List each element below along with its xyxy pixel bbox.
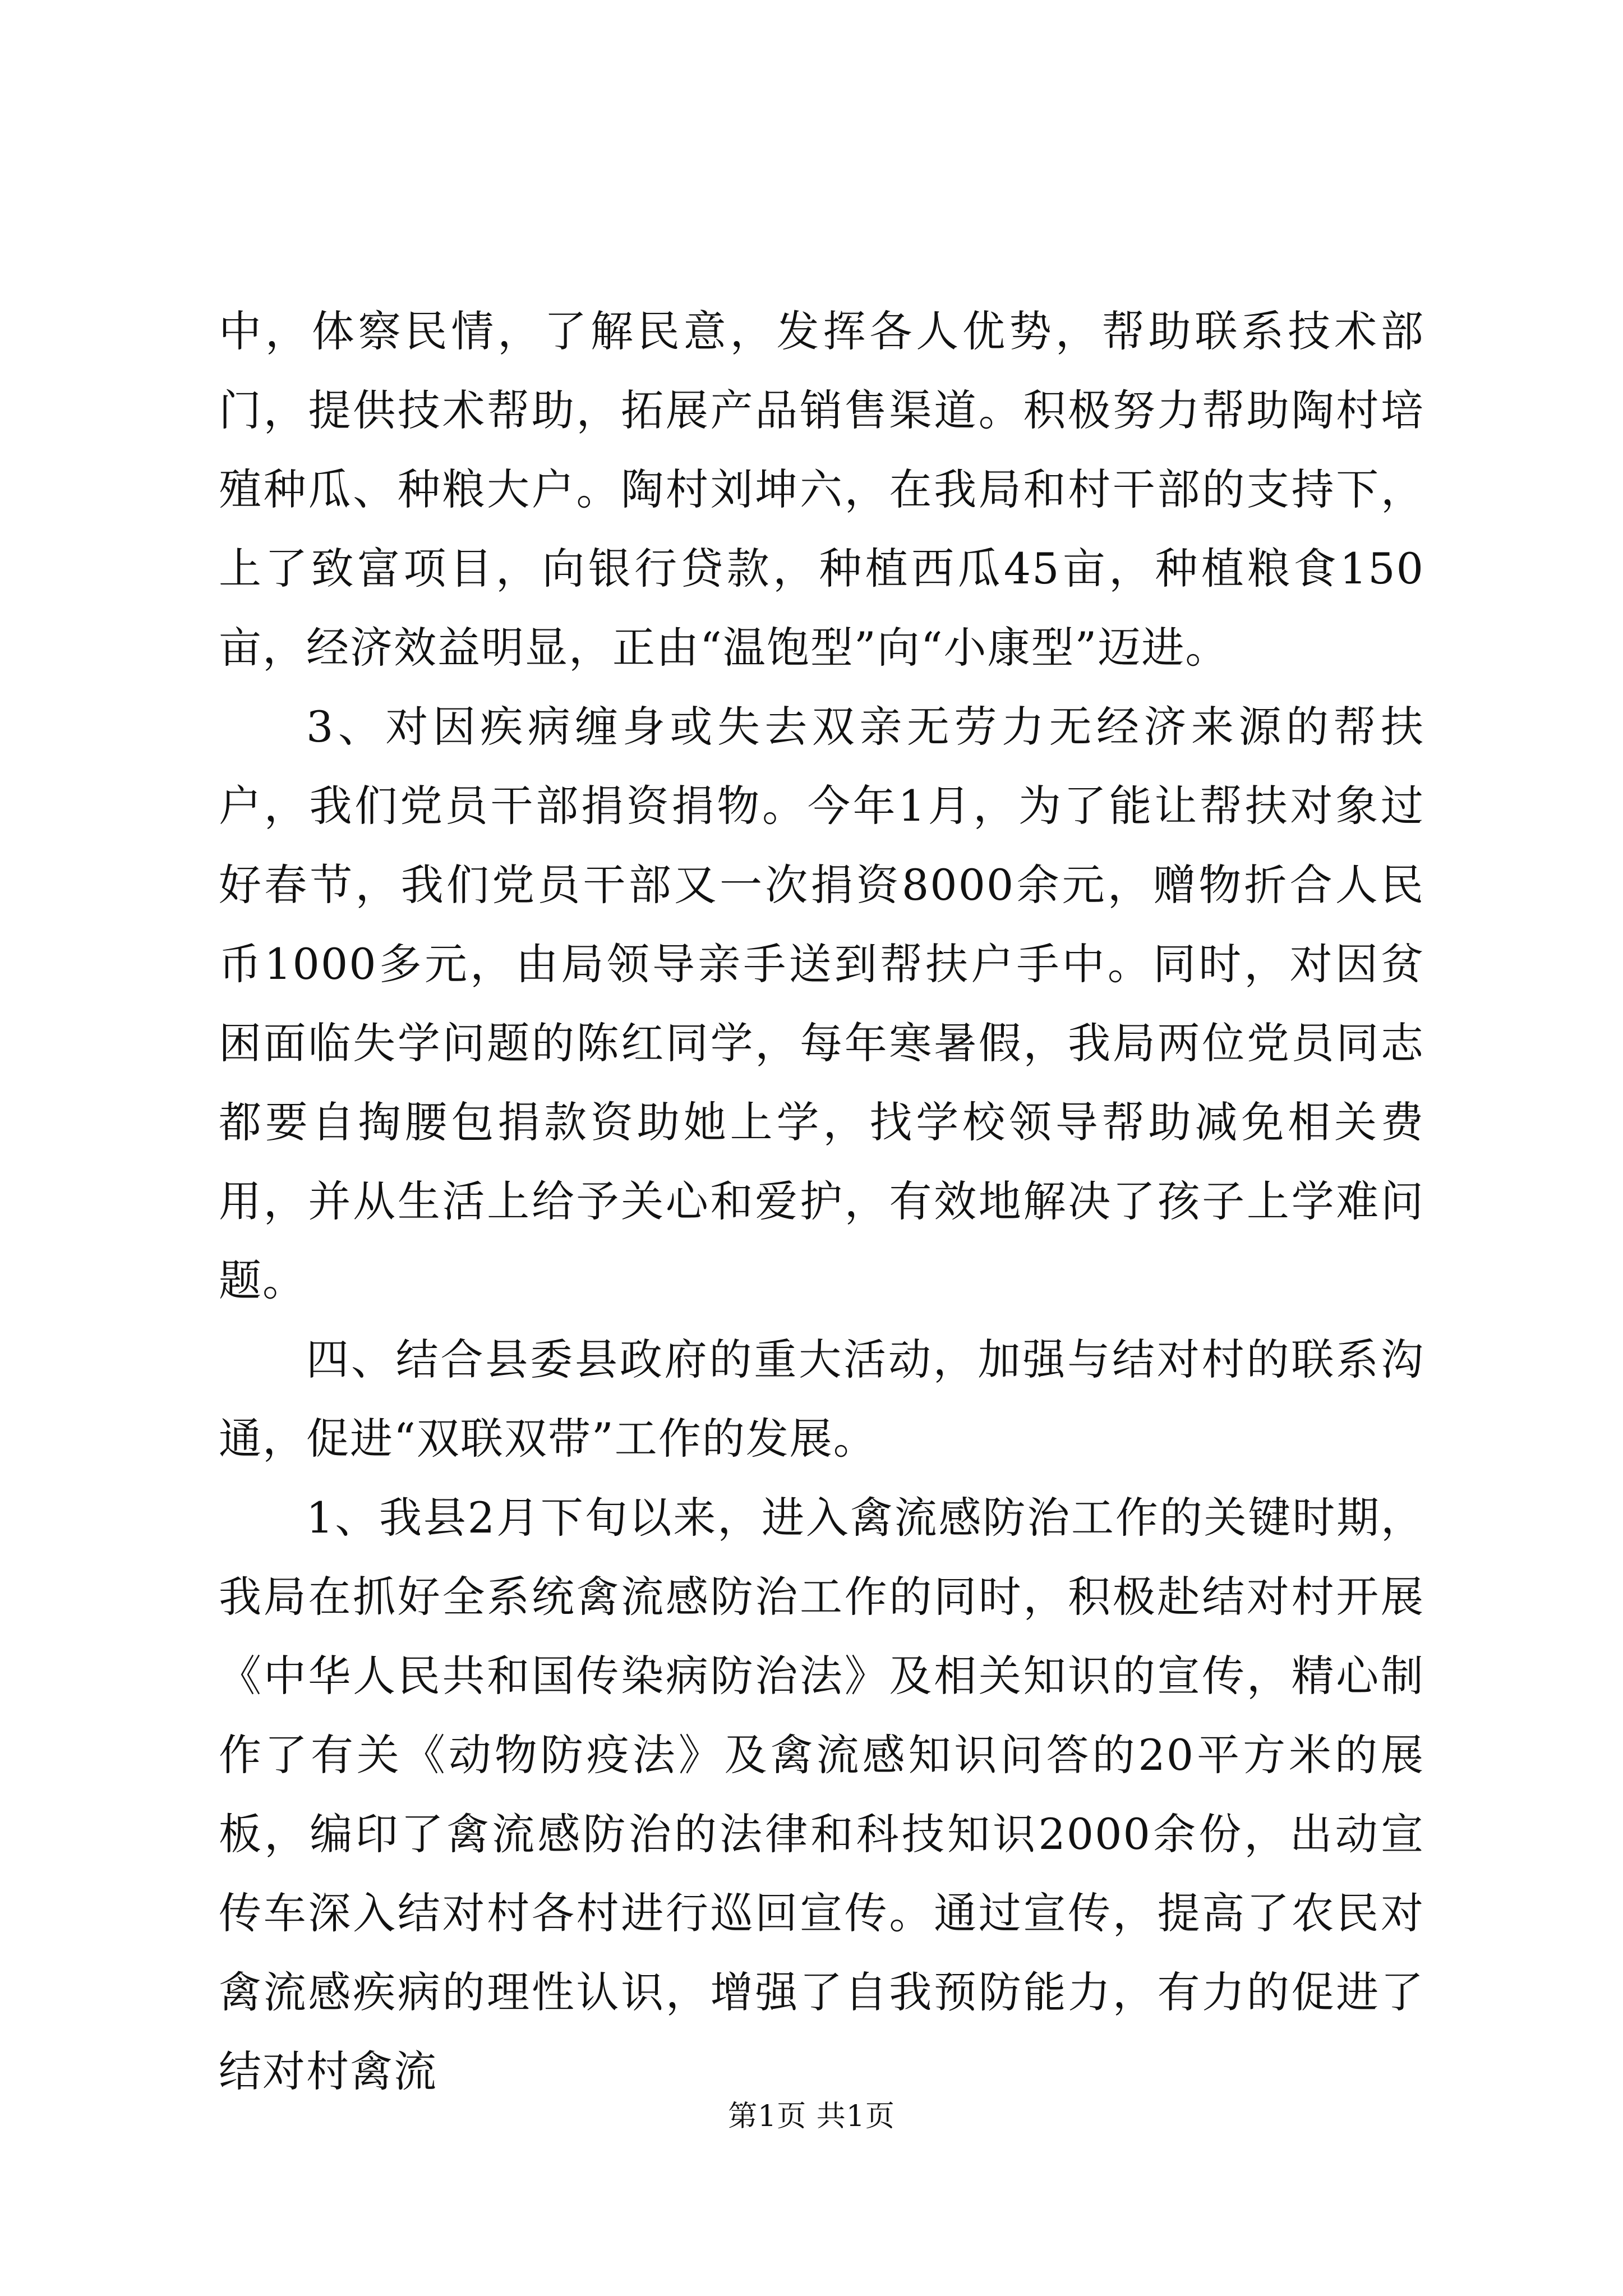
- paragraph-4: 1、我县2月下旬以来，进入禽流感防治工作的关键时期，我局在抓好全系统禽流感防治工作的同时，积极赴结对村开展《中华人民共和国传染病防治法》及相关知识的宣传，精心制作了有关《动物防疫法》及禽流感知识问答的20平方米的展板，编印了禽流感防治的法律和科技知识2000余份，出动宣传车深入结对村各村进行巡回宣传。通过宣传，提高了农民对禽流感疾病的理性认识，增强了自我预防能力，有力的促进了结对村禽流: [219, 1493, 1424, 2096]
- page-footer: 第1页 共1页: [728, 2100, 895, 2133]
- paragraph-2: 3、对因疾病缠身或失去双亲无劳力无经济来源的帮扶户，我们党员干部捐资捐物。今年1月，为了能让帮扶对象过好春节，我们党员干部又一次捐资8000余元，赠物折合人民币1000多元，由局领导亲手送到帮扶户手中。同时，对因贫困面临失学问题的陈红同学，每年寒暑假，我局两位党员同志都要自掏腰包捐款资助她上学，找学校领导帮助减免相关费用，并从生活上给予关心和爱护，有效地解决了孩子上学难问题。: [219, 702, 1424, 1305]
- paragraph-3: 四、结合县委县政府的重大活动，加强与结对村的联系沟通，促进“双联双带”工作的发展。: [219, 1335, 1424, 1464]
- paragraph-1: 中，体察民情，了解民意，发挥各人优势，帮助联系技术部门，提供技术帮助，拓展产品销售渠道。积极努力帮助陶村培殖种瓜、种粮大户。陶村刘坤六，在我局和村干部的支持下，上了致富项目，向银行贷款，种植西瓜45亩，种植粮食150亩，经济效益明显，正由“温饱型”向“小康型”迈进。: [219, 306, 1424, 673]
- document-body: [219, 292, 1424, 2111]
